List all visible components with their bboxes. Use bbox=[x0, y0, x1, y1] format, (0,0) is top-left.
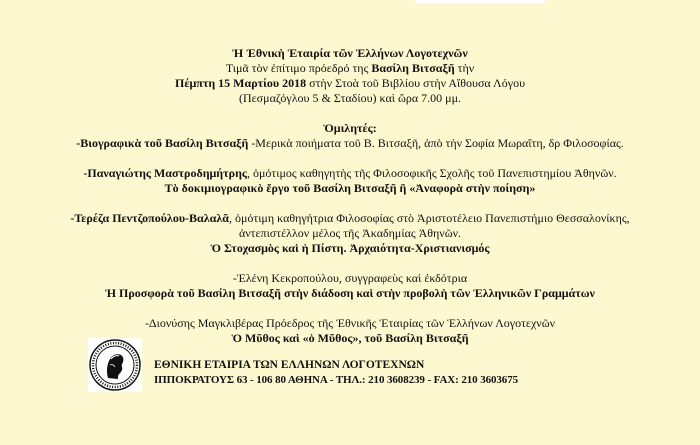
footer bbox=[88, 338, 608, 398]
intro-line-2-pre: Τιμᾶ τὸν ἐπίτιμο πρόεδρό της bbox=[225, 61, 372, 75]
speaker-1-name: -Βιογραφικὰ τοῦ Βασίλη Βιτσαξῆ bbox=[76, 136, 249, 150]
society-seal-icon bbox=[88, 338, 142, 392]
speaker-3-topic: Ὁ Στοχασμὸς καὶ ἡ Πίστη. Ἀρχαιότητα-Χριστιανισμός bbox=[210, 241, 490, 255]
speaker-4: -Ἑλένη Κεκροπούλου, συγγραφεὺς καὶ ἐκδότρια bbox=[232, 271, 468, 285]
event-date: Πέμπτη 15 Μαρτίου 2018 bbox=[174, 76, 307, 90]
speaker-3 bbox=[0, 211, 700, 226]
invitation-document bbox=[0, 46, 700, 346]
intro-line-2-post: τὴν bbox=[454, 61, 475, 75]
honoree-name: Βασίλη Βιτσαξῆ bbox=[371, 61, 455, 75]
speaker-3-desc: , ὁμότιμη καθηγήτρια Φιλοσοφίας στὸ Ἀριστοτέλειο Πανεπιστήμιο Θεσσαλονίκης, bbox=[228, 211, 630, 225]
speaker-3-name: -Τερέζα Πεντζοπούλου-Βαλαλᾶ bbox=[70, 211, 229, 225]
org-address: ΙΠΠΟΚΡΑΤΟΥΣ 63 - 106 80 ΑΘΗΝΑ - ΤΗΛ.: 210 3608239 - FAX: 210 3603675 bbox=[154, 374, 519, 386]
speaker-5: -Διονύσης Μαγκλιβέρας Πρόεδρος τῆς Ἐθνικῆς Ἑταιρίας τῶν Ἑλλήνων Λογοτεχνῶν bbox=[144, 316, 556, 330]
top-white-strip bbox=[415, 0, 545, 3]
footer-text bbox=[154, 358, 518, 388]
event-venue: στὴν Στοὰ τοῦ Βιβλίου στὴν Αἴθουσα Λόγου bbox=[306, 76, 526, 90]
org-name: ΕΘΝΙΚΗ ΕΤΑΙΡΙΑ ΤΩΝ ΕΛΛΗΝΩΝ ΛΟΓΟΤΕΧΝΩΝ bbox=[154, 359, 425, 371]
speakers-heading: Ὁμιλητές: bbox=[323, 121, 377, 135]
speaker-1 bbox=[0, 136, 700, 151]
speaker-2-desc: , ὁμότιμος καθηγητὴς τῆς Φιλοσοφικῆς Σχολῆς τοῦ Πανεπιστημίου Ἀθηνῶν. bbox=[246, 166, 617, 180]
intro-line-1: Ἡ Ἐθνικὴ Ἑταιρία τῶν Ἑλλήνων Λογοτεχνῶν bbox=[232, 46, 468, 60]
speaker-5-topic: Ὁ Μῦθος καὶ «ὁ Μῦθος», τοῦ Βασίλη Βιτσαξῆ bbox=[231, 331, 469, 345]
intro-line-3 bbox=[0, 76, 700, 91]
speaker-2-name: -Παναγιώτης Μαστροδημήτρης bbox=[83, 166, 247, 180]
speaker-1-desc: -Μερικὰ ποιήματα τοῦ Β. Βιτσαξῆ, ἀπὸ τὴν Σοφία Μωραΐτη, δρ Φιλοσοφίας. bbox=[248, 136, 624, 150]
speaker-2 bbox=[0, 166, 700, 181]
intro-line-4: (Πεσμαζόγλου 5 & Σταδίου) καὶ ὥρα 7.00 μμ. bbox=[238, 91, 462, 105]
speaker-3-desc-2: ἀντεπιστέλλον μέλος τῆς Ἀκαδημίας Ἀθηνῶν. bbox=[238, 226, 462, 240]
intro-line-2 bbox=[0, 61, 700, 76]
speaker-4-topic: Ἡ Προσφορὰ τοῦ Βασίλη Βιτσαξῆ στὴν διάδοση καὶ στὴν προβολὴ τῶν Ἑλληνικῶν Γραμμάτων bbox=[105, 286, 595, 300]
speaker-2-topic: Τὸ δοκιμιογραφικὸ ἔργο τοῦ Βασίλη Βιτσαξῆ ἢ «Ἀναφορὰ στὴν ποίηση» bbox=[164, 181, 536, 195]
